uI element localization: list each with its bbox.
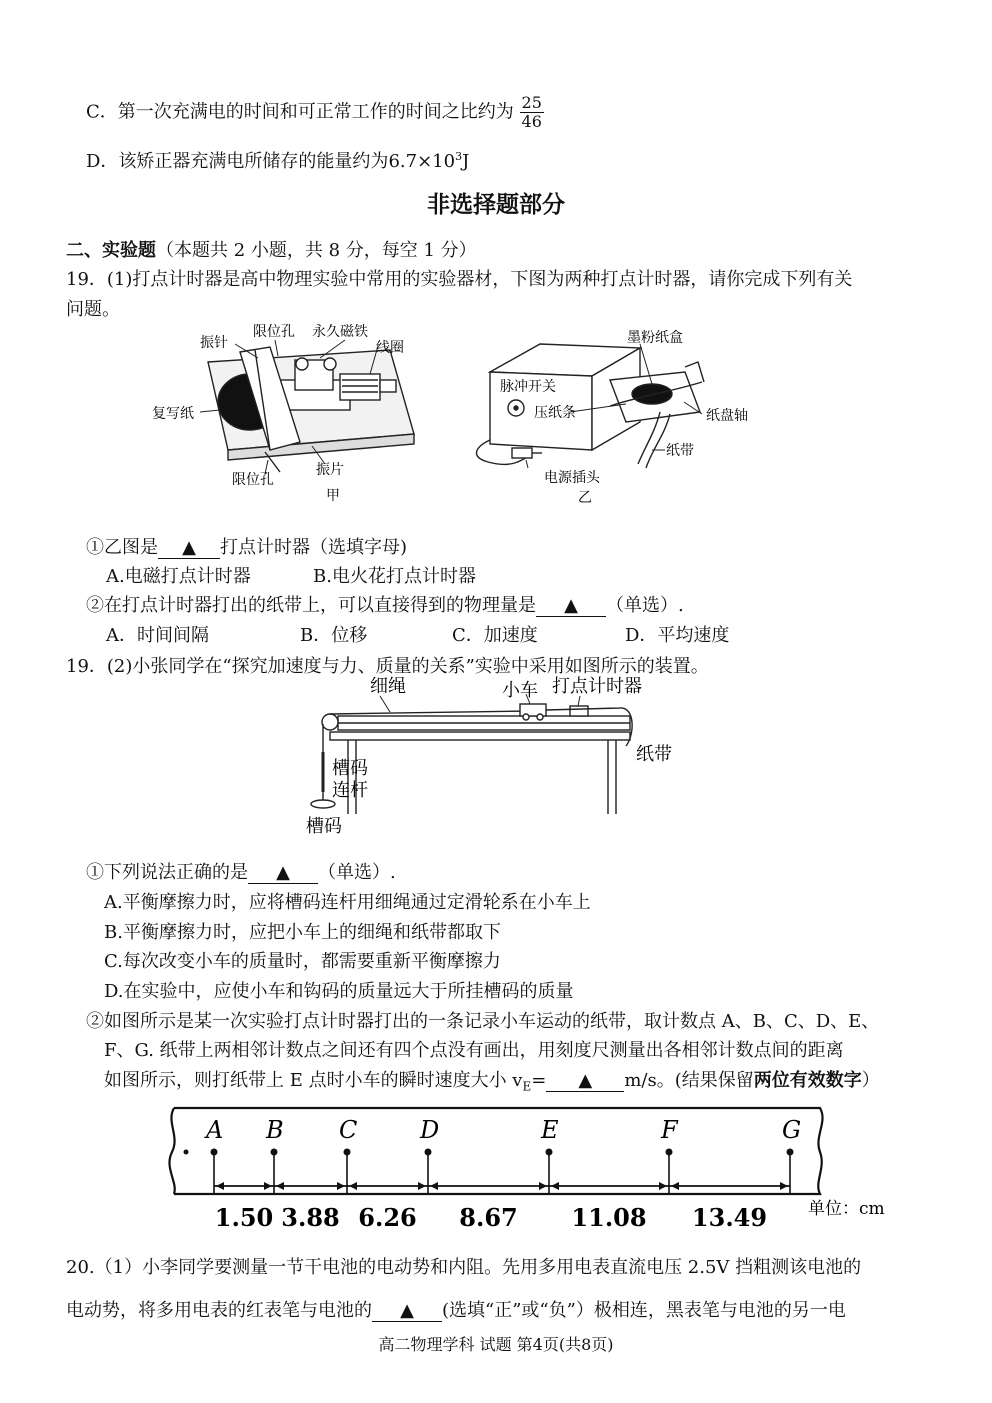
label-carbon-paper: 复写纸 bbox=[152, 406, 194, 422]
distance-arrow-left bbox=[430, 1182, 438, 1190]
q19-2b-line2: F、G. 纸带上两相邻计数点之间还有四个点没有画出，用刻度尺测量出各相邻计数点间的距离 bbox=[104, 1040, 844, 1061]
q19-1a-stem bbox=[86, 533, 407, 559]
q19-2b-end: ） bbox=[861, 1070, 880, 1091]
q20-line2-b: (选填“正”或“负”）极相连，黑表笔与电池的另一电 bbox=[442, 1300, 846, 1321]
q19-1b-answer-blank[interactable]: ▲ bbox=[536, 595, 606, 617]
figure-paper-tape bbox=[160, 1102, 900, 1238]
distance-arrow-right bbox=[418, 1182, 426, 1190]
q19-2b-answer-blank[interactable]: ▲ bbox=[546, 1070, 624, 1092]
label-power-plug: 电源插头 bbox=[544, 470, 600, 486]
distance-arrow-left bbox=[671, 1182, 679, 1190]
label-pulse-switch: 脉冲开关 bbox=[500, 379, 556, 395]
label-yi: 乙 bbox=[578, 490, 592, 506]
option-c-fraction bbox=[520, 94, 544, 131]
q19-2a-answer-blank[interactable]: ▲ bbox=[248, 862, 318, 884]
q19-1b-stem-b: （单选）. bbox=[606, 595, 684, 616]
q19-1-line2: 问题。 bbox=[66, 299, 120, 320]
label-paper-tape: 纸带 bbox=[666, 443, 694, 459]
option-c-prefix: C． bbox=[86, 101, 118, 123]
q19-1a-stem-a: ①乙图是 bbox=[86, 537, 158, 558]
tape-point-label-B: B bbox=[266, 1116, 284, 1144]
tape-point-label-G: G bbox=[782, 1116, 802, 1144]
fraction-numerator: 25 bbox=[521, 93, 542, 112]
tape-point-label-C: C bbox=[339, 1116, 358, 1144]
q19-1b-option-d: D．平均速度 bbox=[625, 625, 730, 646]
q19-2a-stem-a: ①下列说法正确的是 bbox=[86, 862, 248, 883]
q20-line1: 20.（1）小李同学要测量一节干电池的电动势和内阻。先用多用电表直流电压 2.5V 挡粗测该电池的 bbox=[66, 1257, 862, 1278]
label-string: 细绳 bbox=[370, 676, 406, 697]
tape-point-label-E: E bbox=[541, 1116, 559, 1144]
distance-arrow-right bbox=[659, 1182, 667, 1190]
q19-2a-option-b: B.平衡摩擦力时，应把小车上的细绳和纸带都取下 bbox=[104, 922, 501, 943]
tape-points-group bbox=[204, 1116, 801, 1194]
label-toner-box: 墨粉纸盒 bbox=[627, 330, 683, 346]
electromagnetic-timer-drawing bbox=[208, 347, 414, 472]
q19-2b-bold: 两位有效数字 bbox=[753, 1070, 862, 1091]
q20-line2-a: 电动势，将多用电表的红表笔与电池的 bbox=[66, 1300, 372, 1321]
distance-arrow-left bbox=[216, 1182, 224, 1190]
tape-distance-value: 6.26 bbox=[358, 1203, 417, 1232]
tape-dot bbox=[184, 1150, 189, 1155]
q19-1a-stem-b: 打点计时器（选填字母) bbox=[220, 537, 408, 558]
label-limit-hole-bottom: 限位孔 bbox=[232, 472, 274, 488]
q19-2a-stem-b: （单选）. bbox=[318, 862, 396, 883]
label-jia: 甲 bbox=[326, 488, 340, 504]
label-coil: 线圈 bbox=[376, 340, 404, 356]
q19-2a-option-d: D.在实验中，应使小车和钩码的质量远大于所挂槽码的质量 bbox=[104, 981, 574, 1002]
distance-arrow-left bbox=[349, 1182, 357, 1190]
part2-title: 二、实验题 bbox=[66, 240, 156, 261]
label-hook-weight: 槽码 bbox=[332, 758, 368, 779]
option-d-unit: J bbox=[462, 151, 470, 172]
option-d-exponent: 3 bbox=[455, 150, 463, 163]
distance-arrow-right bbox=[780, 1182, 788, 1190]
velocity-subscript: E bbox=[522, 1079, 532, 1094]
q20-answer-blank[interactable]: ▲ bbox=[372, 1300, 442, 1322]
q19-1-line1: 19．(1)打点计时器是高中物理实验中常用的实验器材，下图为两种打点计时器，请你完成下列有关 bbox=[66, 269, 853, 290]
page-footer: 高二物理学科 试题 第4页(共8页) bbox=[378, 1335, 614, 1354]
fraction-denominator: 46 bbox=[521, 112, 542, 131]
tape-distance-value: 8.67 bbox=[459, 1203, 518, 1232]
tape-distance-value: 11.08 bbox=[571, 1203, 647, 1232]
distance-arrow-right bbox=[539, 1182, 547, 1190]
tape-distances-group bbox=[215, 1182, 788, 1232]
tape-distance-value: 3.88 bbox=[281, 1203, 340, 1232]
q19-2b-line1: ②如图所示是某一次实验打点计时器打出的一条记录小车运动的纸带，取计数点 A、B、C、D、E、 bbox=[86, 1011, 880, 1032]
q19-2a-option-c: C.每次改变小车的质量时，都需要重新平衡摩擦力 bbox=[104, 951, 501, 972]
part2-note: （本题共 2 小题，共 8 分，每空 1 分） bbox=[156, 240, 477, 261]
q19-1b-option-b: B．位移 bbox=[300, 625, 368, 646]
figure-apparatus bbox=[290, 674, 690, 840]
label-vibrating-needle: 振针 bbox=[200, 335, 228, 351]
distance-arrow-left bbox=[276, 1182, 284, 1190]
q19-2-line: 19．(2)小张同学在“探究加速度与力、质量的关系”实验中采用如图所示的装置。 bbox=[66, 656, 709, 677]
option-d-value: 6.7×10 bbox=[388, 151, 456, 172]
q19-1b-stem bbox=[86, 591, 684, 617]
tape-point-label-A: A bbox=[206, 1116, 224, 1144]
q19-1b-stem-a: ②在打点计时器打出的纸带上，可以直接得到的物理量是 bbox=[86, 595, 536, 616]
option-d bbox=[86, 147, 469, 173]
label-weight: 槽码 bbox=[306, 816, 342, 837]
q19-2b-line3-a: 如图所示，则打纸带上 E 点时小车的瞬时速度大小 v bbox=[104, 1070, 523, 1091]
tape-point-label-D: D bbox=[420, 1116, 440, 1144]
q19-1a-option-b: B.电火花打点计时器 bbox=[313, 566, 476, 587]
q19-2b-unit: m/s。(结果保留 bbox=[624, 1070, 754, 1091]
label-permanent-magnet: 永久磁铁 bbox=[312, 324, 368, 340]
label-reel-axis: 纸盘轴 bbox=[706, 408, 748, 424]
tape-distance-value: 1.50 bbox=[214, 1203, 274, 1232]
q19-2b-equals: = bbox=[531, 1070, 547, 1091]
distance-arrow-left bbox=[551, 1182, 559, 1190]
distance-arrow-right bbox=[264, 1182, 272, 1190]
label-timer: 打点计时器 bbox=[552, 676, 642, 697]
section-title: 非选择题部分 bbox=[427, 192, 565, 218]
option-c-text: 第一次充满电的时间和可正常工作的时间之比约为 bbox=[117, 101, 514, 123]
option-c bbox=[86, 94, 544, 131]
q19-2b-line3 bbox=[104, 1066, 880, 1094]
label-limit-hole-top: 限位孔 bbox=[253, 324, 295, 340]
distance-arrow-right bbox=[337, 1182, 345, 1190]
option-d-text: 该矫正器充满电所储存的能量约为 bbox=[118, 151, 389, 172]
label-connecting-rod: 连杆 bbox=[332, 780, 368, 801]
q19-1a-option-a: A.电磁打点计时器 bbox=[106, 566, 251, 587]
label-vibrating-plate: 振片 bbox=[316, 462, 344, 478]
q20-line2 bbox=[66, 1296, 846, 1322]
option-d-prefix: D． bbox=[86, 151, 119, 172]
label-tape: 纸带 bbox=[636, 744, 672, 765]
tape-distance-value: 13.49 bbox=[691, 1203, 768, 1232]
label-cart: 小车 bbox=[502, 680, 538, 701]
q19-2a-stem bbox=[86, 858, 396, 884]
figure-ticker-timers bbox=[140, 322, 780, 512]
q19-2a-option-a: A.平衡摩擦力时，应将槽码连杆用细绳通过定滑轮系在小车上 bbox=[104, 892, 591, 913]
tape-point-label-F: F bbox=[661, 1116, 678, 1144]
tape-unit-label: 单位：cm bbox=[808, 1199, 885, 1219]
q19-1b-option-c: C．加速度 bbox=[452, 625, 538, 646]
part2-heading bbox=[66, 236, 477, 262]
q19-1a-answer-blank[interactable]: ▲ bbox=[158, 537, 220, 559]
label-paper-press: 压纸条 bbox=[534, 405, 576, 421]
q19-1b-option-a: A．时间间隔 bbox=[106, 625, 209, 646]
